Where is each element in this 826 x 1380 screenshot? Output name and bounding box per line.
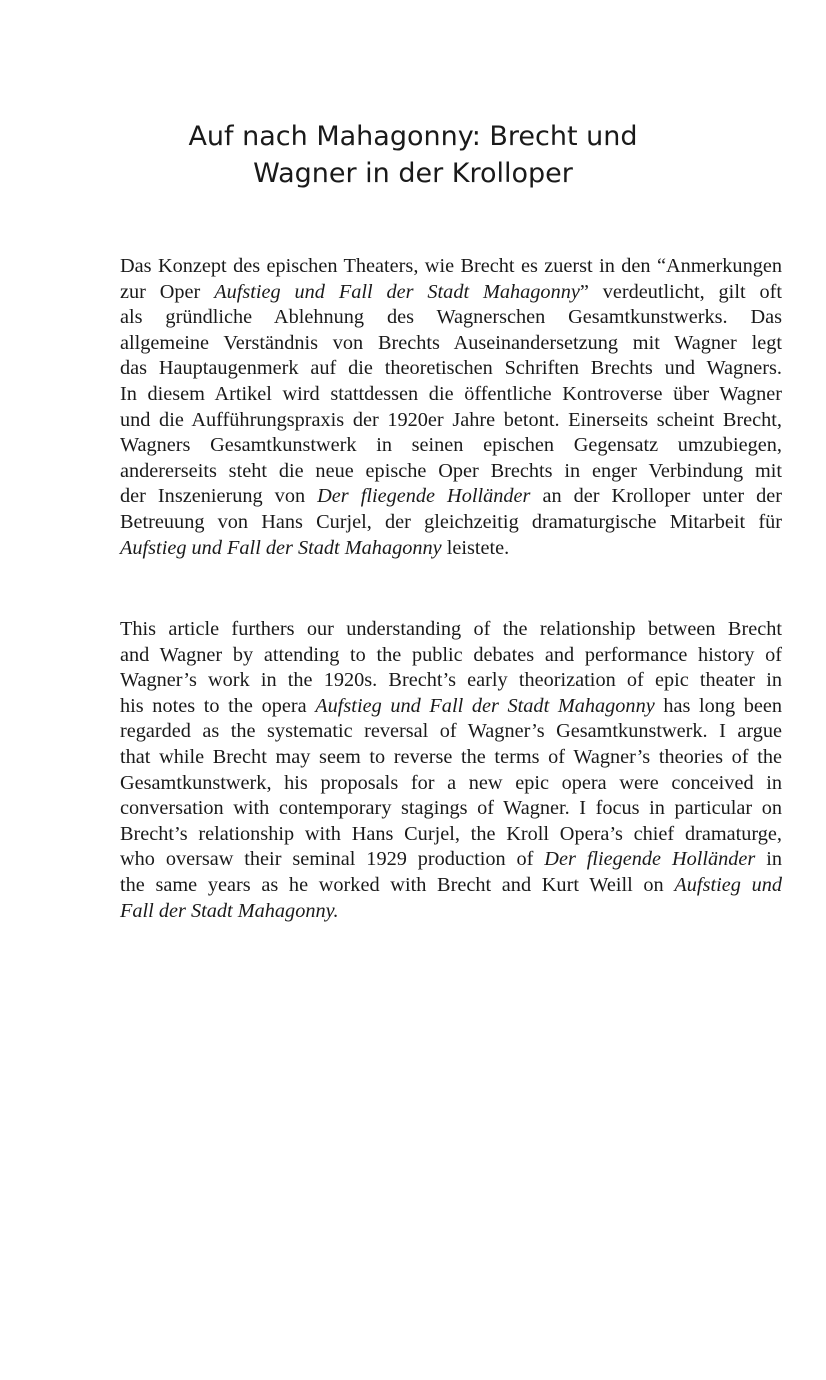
text-run: that while Brecht may seem to reverse the terms of Wagner’s theories of the	[120, 745, 782, 768]
italic-title-text: Der fliegende Holländer	[317, 485, 531, 508]
abstract-line	[120, 459, 782, 485]
italic-title-text: Der fliegende Holländer	[544, 848, 756, 871]
abstract-line	[120, 331, 782, 357]
abstract-line	[120, 796, 782, 822]
abstract-line	[120, 643, 782, 669]
text-run: In diesem Artikel wird stattdessen die öffentliche Kontroverse über Wagner	[120, 382, 782, 405]
abstract-line	[120, 280, 782, 306]
article-title	[120, 118, 706, 192]
abstract-line	[120, 771, 782, 797]
abstract-line	[120, 617, 782, 643]
text-run: ” verdeutlicht, gilt oft	[579, 280, 782, 303]
text-run: Wagners Gesamtkunstwerk in seinen epischen Gegensatz umzubiegen,	[120, 434, 782, 457]
italic-title-text: Aufstieg und	[674, 873, 782, 896]
text-run: Das Konzept des epischen Theaters, wie Brecht es zuerst in den “Anmerkungen	[120, 255, 782, 277]
abstract-line	[120, 719, 782, 745]
text-run: regarded as the systematic reversal of Wagner’s Gesamtkunstwerk. I argue	[120, 720, 782, 743]
abstract-line	[120, 745, 782, 771]
abstract-line	[120, 484, 782, 510]
text-run: Betreuung von Hans Curjel, der gleichzeitig dramaturgische Mitarbeit für	[120, 510, 782, 533]
text-run: zur Oper	[120, 280, 215, 303]
article-title-line-1: Auf nach Mahagonny: Brecht und	[188, 121, 638, 152]
abstract-english	[120, 617, 782, 924]
text-run: conversation with contemporary stagings of Wagner. I focus in particular on	[120, 797, 782, 820]
abstract-german	[120, 254, 782, 561]
italic-title-text: Aufstieg und Fall der Stadt Mahagonny	[214, 280, 580, 303]
text-run: who oversaw their seminal 1929 production of	[120, 848, 545, 871]
abstract-line	[120, 510, 782, 536]
text-run: und die Aufführungspraxis der 1920er Jahre betont. Einerseits scheint Brecht,	[120, 408, 782, 431]
text-run: allgemeine Verständnis von Brechts Auseinandersetzung mit Wagner legt	[120, 331, 782, 354]
abstract-line	[120, 694, 782, 720]
text-run: an der Krolloper unter der	[530, 485, 783, 508]
text-run: Gesamtkunstwerk, his proposals for a new epic opera were conceived in	[120, 771, 782, 794]
abstract-line	[120, 847, 782, 873]
text-run: leistete.	[441, 536, 510, 559]
text-run: This article furthers our understanding of the relationship between Brecht	[120, 618, 782, 640]
abstract-line	[120, 899, 782, 925]
text-run: Brecht’s relationship with Hans Curjel, the Kroll Opera’s chief dramaturge,	[120, 822, 782, 845]
abstract-line	[120, 305, 782, 331]
text-run: Wagner’s work in the 1920s. Brecht’s early theorization of epic theater in	[120, 669, 782, 692]
text-run: als gründliche Ablehnung des Wagnerschen Gesamtkunstwerks. Das	[120, 306, 782, 329]
abstract-line	[120, 408, 782, 434]
text-run: das Hauptaugenmerk auf die theoretischen Schriften Brechts und Wagners.	[120, 357, 782, 380]
abstract-line	[120, 822, 782, 848]
text-run: and Wagner by attending to the public debates and performance history of	[120, 643, 782, 666]
italic-title-text: Aufstieg und Fall der Stadt Mahagonny	[315, 694, 655, 717]
abstract-line	[120, 873, 782, 899]
abstract-line	[120, 433, 782, 459]
abstract-line	[120, 356, 782, 382]
abstract-line	[120, 536, 782, 562]
abstract-line	[120, 668, 782, 694]
text-run: in	[755, 848, 782, 871]
text-run: has long been	[654, 694, 782, 717]
text-run: his notes to the opera	[120, 694, 316, 717]
italic-title-text: Fall der Stadt Mahagonny.	[120, 899, 339, 922]
italic-title-text: Aufstieg und Fall der Stadt Mahagonny	[120, 536, 442, 559]
abstract-line	[120, 382, 782, 408]
abstract-line	[120, 254, 782, 280]
article-title-line-2: Wagner in der Krolloper	[253, 158, 573, 189]
text-run: andererseits steht die neue epische Oper Brechts in enger Verbindung mit	[120, 459, 782, 482]
text-run: der Inszenierung von	[120, 485, 318, 508]
text-run: the same years as he worked with Brecht and Kurt Weill on	[120, 873, 675, 896]
